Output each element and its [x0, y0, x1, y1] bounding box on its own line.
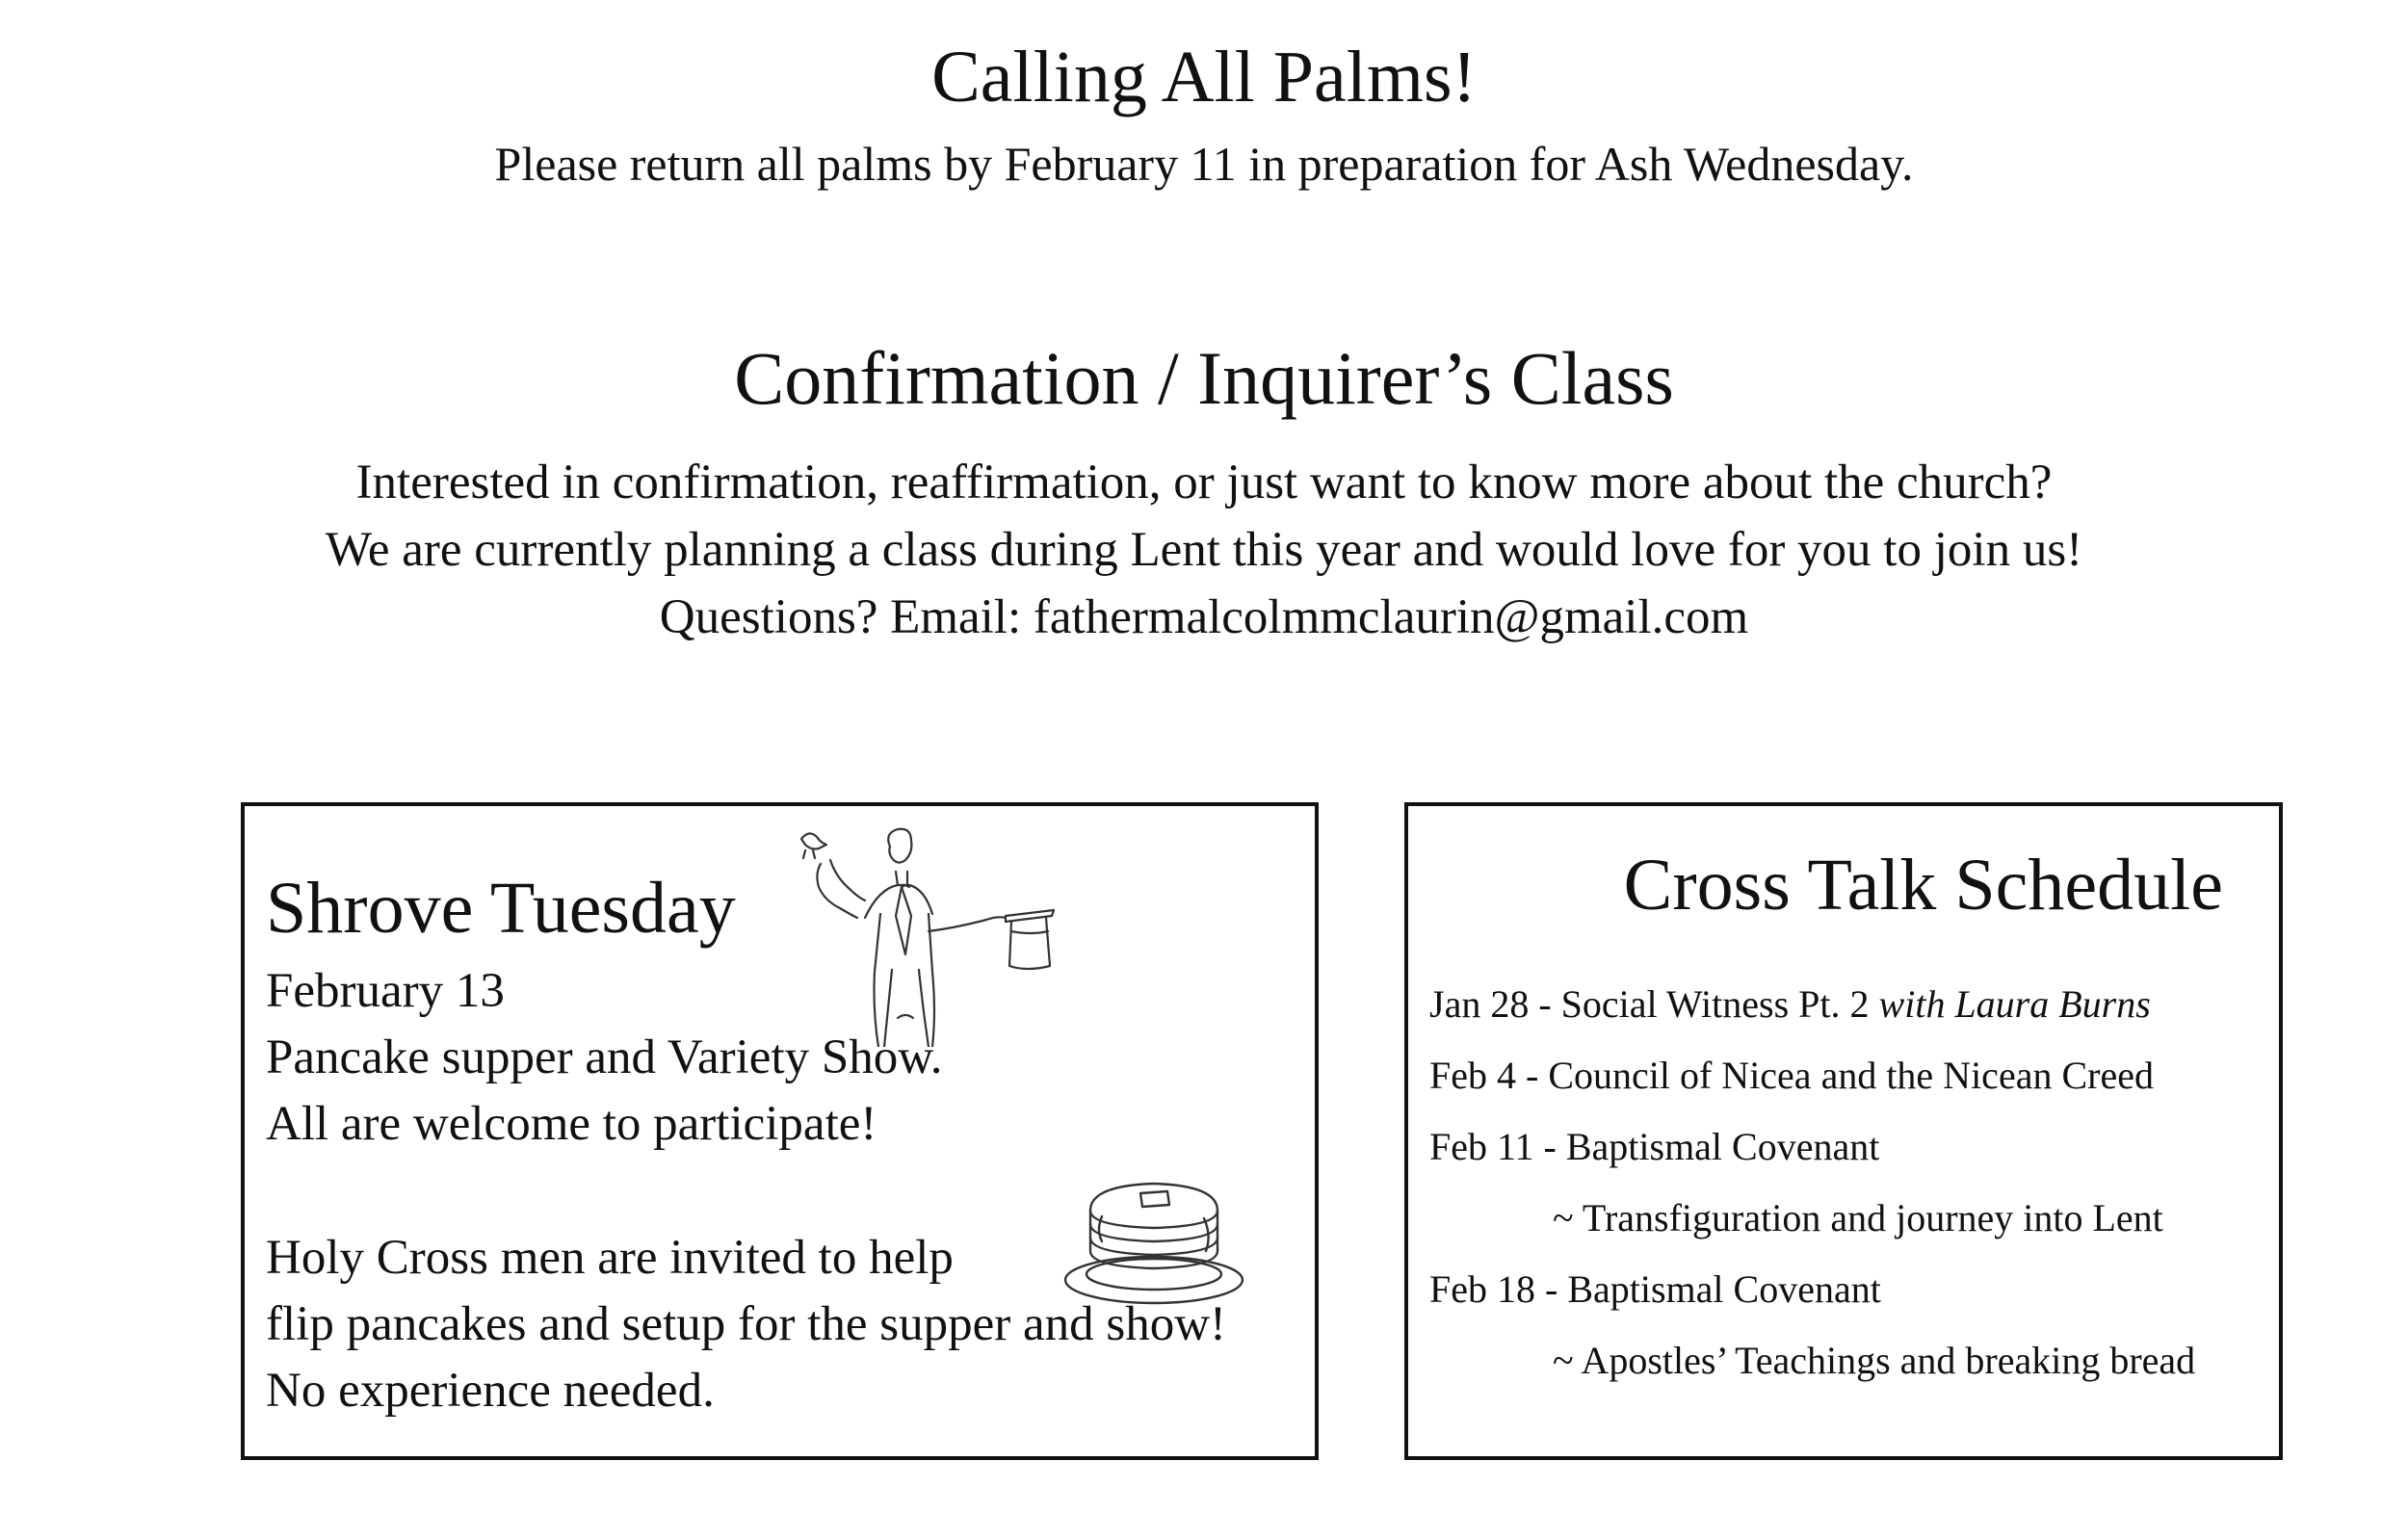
shrove-text-line: Pancake supper and Variety Show.: [266, 1030, 943, 1084]
palms-title: Calling All Palms!: [931, 37, 1477, 117]
pancake-stack-icon: [1060, 1172, 1248, 1309]
cross-talk-title: Cross Talk Schedule: [1623, 845, 2223, 926]
shrove-date: February 13: [266, 964, 505, 1018]
shrove-tuesday-box: [241, 802, 1319, 1460]
cross-talk-schedule-box: [1404, 802, 2283, 1460]
shrove-tuesday-title: Shrove Tuesday: [266, 868, 736, 949]
magician-with-bird-and-hat-icon: [784, 825, 1073, 1047]
confirmation-line: Interested in confirmation, reaffirmation, or just want to know more about the church?: [355, 456, 2053, 509]
confirmation-email-line: Questions? Email: fathermalcolmmclaurin@gmail.com: [659, 590, 1749, 644]
confirmation-body: [0, 449, 2408, 651]
shrove-text-line: No experience needed.: [266, 1364, 715, 1418]
shrove-text-line: Holy Cross men are invited to help: [266, 1231, 954, 1285]
schedule-subitem: ~ Apostles’ Teachings and breaking bread: [1553, 1339, 2196, 1382]
schedule-item: Feb 11 - Baptismal Covenant: [1429, 1125, 1880, 1168]
palms-subtitle: Please return all palms by February 11 in preparation for Ash Wednesday.: [494, 137, 1914, 191]
shrove-text-line: All are welcome to participate!: [266, 1097, 877, 1151]
schedule-item: Feb 4 - Council of Nicea and the Nicean Creed: [1429, 1054, 2154, 1097]
schedule-subitem: ~ Transfiguration and journey into Lent: [1553, 1196, 2163, 1239]
confirmation-line: We are currently planning a class during Lent this year and would love for you to join us!: [325, 523, 2083, 577]
schedule-speaker: with Laura Burns: [1878, 982, 2151, 1026]
confirmation-title: Confirmation / Inquirer’s Class: [734, 336, 1674, 420]
schedule-item: Jan 28 - Social Witness Pt. 2 with Laura Burns: [1429, 982, 2151, 1026]
shrove-text-line: flip pancakes and setup for the supper and show!: [266, 1297, 1227, 1351]
schedule-item: Feb 18 - Baptismal Covenant: [1429, 1267, 1881, 1311]
